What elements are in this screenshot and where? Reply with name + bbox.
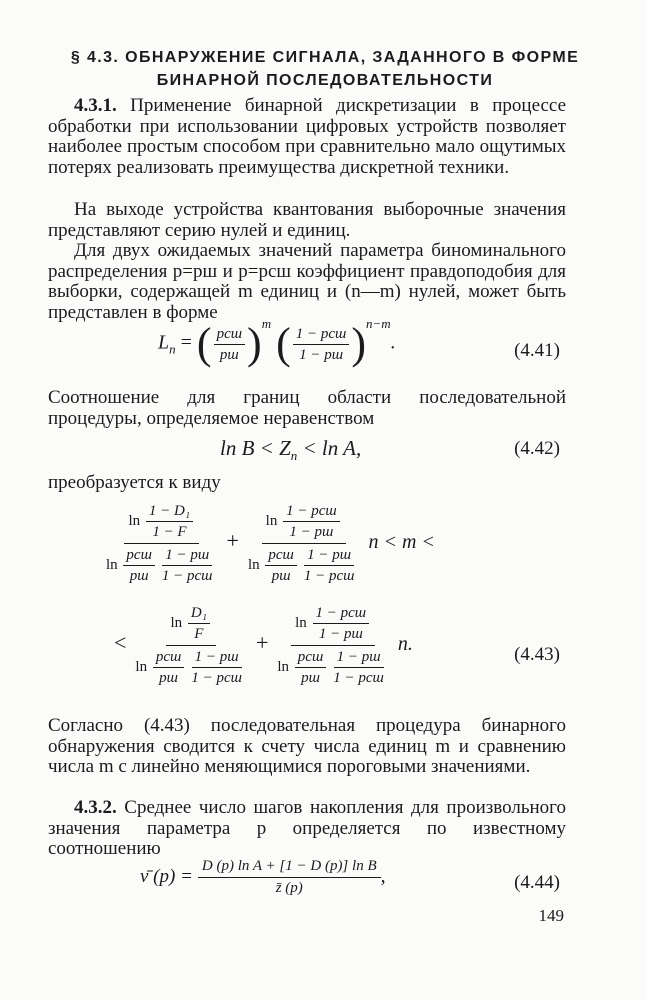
eq443-term-d (273, 604, 393, 687)
frac-num: pсш (123, 546, 154, 566)
eq444-fraction (198, 858, 381, 897)
frac-den: 1 − pсш (303, 568, 355, 584)
paragraph-transform: преобразуется к виду (48, 472, 221, 493)
eq-sub: n (290, 448, 298, 464)
ln: ln (265, 512, 278, 529)
paragraph-4-3-2 (48, 798, 566, 860)
eq-fraction-2 (293, 325, 350, 364)
equation-number: (4.43) (514, 644, 560, 665)
plus: + (255, 630, 269, 656)
eq-right: < ln A, (297, 436, 362, 460)
less-than: < (114, 630, 127, 656)
ln: ln (170, 614, 183, 631)
eq443-term-b (244, 502, 364, 585)
paragraph-number: 4.3.2. (74, 797, 117, 818)
ln: ln (135, 658, 148, 675)
frac-den: 1 − pш (299, 346, 344, 363)
ln: ln (247, 556, 260, 573)
frac-den: 1 − pсш (333, 670, 384, 686)
comma: , (380, 865, 386, 888)
paragraph-number: 4.3.1. (74, 95, 117, 116)
paragraph-likelihood: Для двух ожидаемых значений параметра биноминального распределения p=pш и p=pсш коэффициент правдоподобия для выборки, содержащей m единиц и (n—m) нулей, может быть представлен в форме (48, 240, 566, 323)
frac-num: 1 − pш (192, 648, 242, 668)
paragraph-4-3-1 (48, 96, 566, 178)
eq-lhs: L (158, 331, 170, 354)
ln: ln (295, 614, 307, 631)
paragraph-boundaries: Соотношение для границ области последовательной процедуры, определяемое неравенством (48, 387, 566, 429)
paragraph-quantizer: На выходе устройства квантования выборочные значения представляют серию нулей и единиц. (48, 199, 566, 241)
frac-den: pш (271, 568, 291, 584)
plus: + (226, 528, 239, 554)
paragraph-text: Применение бинарной дискретизации в процессе обработки при использовании цифровых устройств позволяет наиболее простым способом при сравнительно мало ощутимых потерях реализовать преимущества дискретной техники. (48, 95, 566, 178)
frac-den: pш (129, 568, 149, 584)
equation-4-44 (48, 858, 566, 912)
ln: ln (128, 512, 141, 529)
frac-num: 1 − pсш (313, 604, 370, 624)
frac-den: pш (159, 670, 178, 686)
equation-4-42 (48, 436, 566, 464)
frac-num: 1 − pш (334, 648, 384, 668)
paragraph-conclusion: Согласно (4.43) последовательная процедура бинарного обнаружения сводится к счету числа единиц m и сравнению числа m с линейно меняющимися пороговыми значениями. (48, 715, 566, 777)
page-number: 149 (538, 906, 564, 925)
section-heading-line-1: § 4.3. ОБНАРУЖЕНИЕ СИГНАЛА, ЗАДАННОГО В ФОРМЕ (70, 49, 580, 66)
frac-den: 1 − F (152, 524, 187, 540)
frac-num: D (p) ln A + [1 − D (p)] ln B (198, 858, 381, 878)
frac-num: D₁ (188, 604, 210, 624)
frac-num: 1 − pш (304, 546, 354, 566)
eq-left: ln B < Z (220, 436, 291, 460)
section-heading-line-2: БИНАРНОЙ ПОСЛЕДОВАТЕЛЬНОСТИ (156, 72, 494, 89)
equation-number: (4.42) (514, 438, 560, 459)
frac-num: 1 − pсш (293, 325, 350, 345)
paragraph-text: Среднее число шагов накопления для произвольного значения параметра p определяется по известному соотношению (48, 797, 566, 859)
frac-den: 1 − pш (318, 626, 363, 642)
eq443-term-a (102, 502, 222, 585)
ln: ln (277, 658, 290, 675)
frac-den: pш (301, 670, 320, 686)
section-heading (60, 46, 590, 92)
eq443-tail-2: n. (397, 633, 413, 656)
frac-den: 1 − pсш (161, 568, 213, 584)
equation-4-41: $L_n$ = ( $\frac{\text{pсш}}{pш}$ )$^m$ ( $\frac{\text{1 − pсш}}{1 - pш}$ )$^{n-m}$. (4.41) (158, 316, 560, 368)
frac-den: pш (219, 346, 239, 363)
frac-num: pсш (295, 648, 326, 668)
frac-num: pсш (153, 648, 184, 668)
eq443-term-c (131, 604, 251, 687)
frac-den: 1 − pсш (191, 670, 242, 686)
frac-den: 1 − pш (289, 524, 334, 540)
frac-den: F (194, 626, 204, 642)
equation-4-43 (48, 502, 566, 702)
eq-fraction-1 (214, 325, 245, 364)
ln: ln (106, 556, 118, 573)
eq-lhs: ν̄ (p) = (140, 866, 193, 888)
equation-number: (4.44) (514, 872, 560, 893)
frac-den: z̄ (p) (275, 880, 303, 896)
exponent-1: m (261, 316, 272, 331)
frac-num: 1 − pсш (283, 502, 340, 522)
exponent-2: n−m (366, 316, 391, 331)
equation-number: (4.41) (514, 340, 560, 361)
eq-lhs-sub: n (169, 341, 176, 357)
frac-num: 1 − pш (162, 546, 212, 566)
eq443-tail-1: n < m < (368, 531, 435, 554)
frac-num: pсш (214, 325, 245, 345)
frac-num: 1 − D₁ (146, 502, 193, 522)
frac-num: pсш (265, 546, 296, 566)
